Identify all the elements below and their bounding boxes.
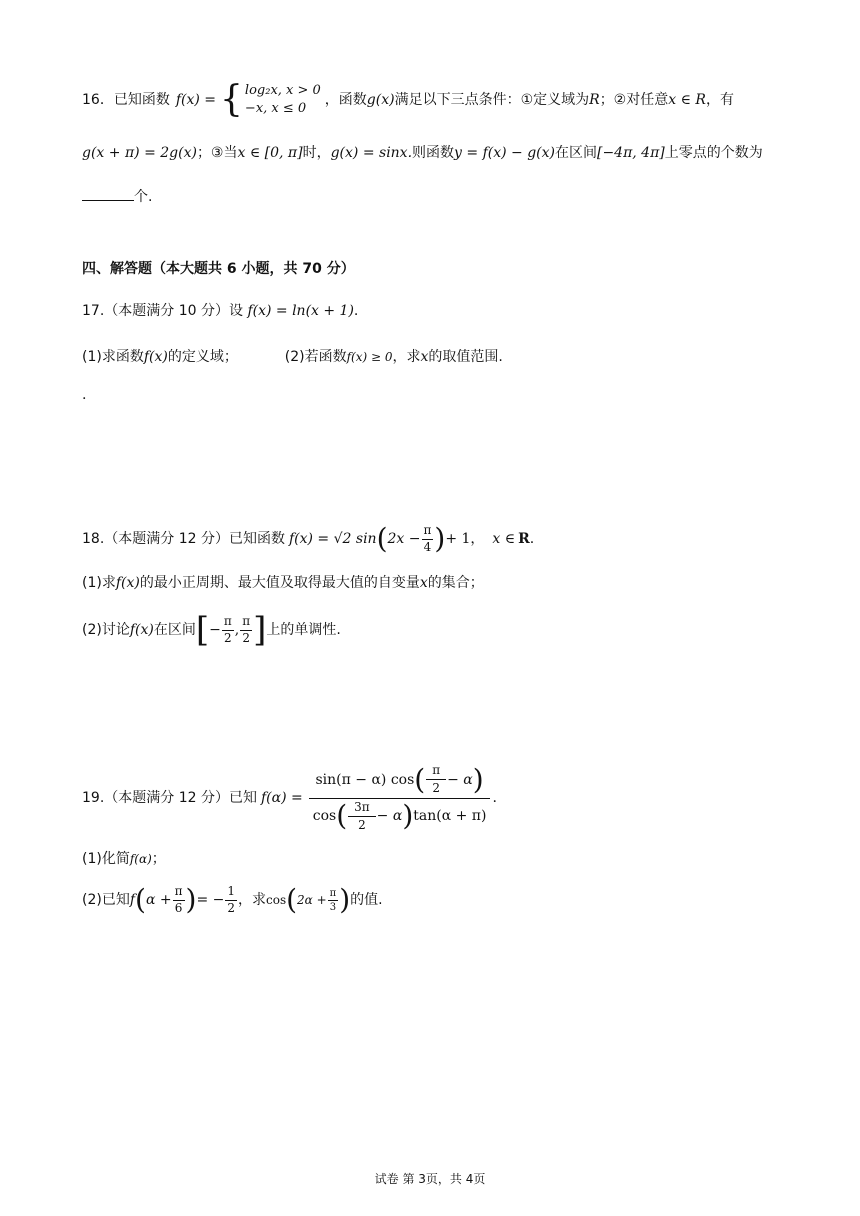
q19-dot: . [492, 790, 497, 806]
q16-case-2: −x, x ≤ 0 [244, 101, 307, 116]
paren-close: ) [472, 762, 484, 796]
q16-text: 上零点的个数为 [664, 145, 763, 161]
q16-text: 在区间 [554, 145, 597, 161]
frac-num: π [173, 885, 185, 900]
q19-part-1: ； [151, 851, 166, 867]
q16-eq-3: y = f(x) − g(x) [454, 145, 555, 161]
frac-num: π [222, 615, 234, 630]
section-heading: 四、解答题（本大题共 6 小题，共 70 分） [82, 261, 355, 277]
q18-part-1: (1)求 [82, 575, 116, 591]
page-footer: 试卷 第 3页，共 4页 [374, 1172, 486, 1186]
q16-text: ，有 [705, 92, 734, 108]
question-17-line-1 [82, 304, 358, 318]
q17-eq: f(x) = ln(x + 1) [247, 303, 354, 319]
q18-x: x [419, 575, 428, 591]
q18-part-2: 上的单调性. [266, 622, 341, 638]
q16-text: ；③当 [196, 145, 238, 161]
q17-x: x [420, 349, 429, 365]
frac-den: 4 [423, 539, 432, 554]
q17-dot: . [353, 303, 359, 319]
q16-piecewise [220, 79, 321, 120]
q19-num-text: sin(π − α) cos [315, 771, 415, 788]
q18-neg-pi-over-2 [222, 615, 234, 644]
q19-part-2: 的值. [350, 892, 383, 908]
q17-part-2: 的取值范围. [428, 349, 503, 365]
q16-interval: [−4π, 4π] [596, 145, 665, 161]
comma: , [234, 622, 240, 638]
question-16-line-2 [82, 146, 763, 160]
q16-text: ，函数 [324, 92, 367, 108]
question-19-part-2 [82, 878, 383, 922]
q19-part-2: ，求 [238, 892, 266, 908]
q19-3pi-over-2 [348, 801, 376, 832]
q16-text: 个. [134, 189, 153, 205]
q18-fx: f(x) [115, 575, 140, 591]
q19-part-2: (2)已知 [82, 892, 130, 908]
q19-cos: cos [266, 893, 287, 907]
q19-numerator [309, 764, 489, 798]
paren-close: ) [402, 799, 414, 833]
frac-den: 6 [174, 900, 183, 915]
q16-text: 满足以下三点条件：①定义域为 [394, 92, 590, 108]
paren-close: ) [434, 522, 446, 555]
q17-ineq: f(x) ≥ 0 [346, 350, 393, 364]
q18-x-in: x ∈ [492, 531, 516, 547]
brace-icon: { [220, 79, 243, 120]
q19-pi-over-3 [328, 888, 339, 913]
q17-fx: f(x) [143, 349, 168, 365]
q19-alpha-plus: α + [145, 892, 172, 908]
q17-part-2: (2)若函数 [284, 349, 347, 365]
question-18-part-1 [82, 576, 484, 590]
q19-pi-over-6 [173, 885, 185, 914]
q18-fx: f(x) [129, 622, 154, 638]
q19-f-alpha: f(α) = [260, 790, 303, 806]
q19-den-cos: cos [312, 808, 337, 825]
q18-dot: . [529, 531, 535, 547]
q16-r: R [589, 92, 600, 108]
answer-blank[interactable] [82, 188, 134, 201]
frac-den: 2 [227, 900, 235, 915]
q19-equals: = − [196, 892, 225, 908]
q18-pi-over-4 [422, 524, 434, 553]
q18-part-2: (2)讨论 [82, 622, 130, 638]
q19-f-alpha: f(α) [129, 852, 152, 866]
question-17-parts [82, 350, 503, 364]
q19-part-1: (1)化简 [82, 851, 130, 867]
frac-num: π [426, 764, 446, 780]
q19-den-inner: − α [376, 808, 403, 825]
question-18-line-1 [82, 518, 534, 560]
q16-text: ；②对任意 [599, 92, 669, 108]
q18-r: R [518, 531, 530, 547]
paren-close: ) [185, 883, 197, 916]
bracket-close: ] [253, 610, 267, 650]
q18-part-1: 的集合； [427, 575, 484, 591]
q16-text: 则函数 [412, 145, 455, 161]
frac-num: π [329, 887, 337, 899]
q16-f-def: f(x) = [175, 92, 217, 108]
paren-open: ( [336, 799, 348, 833]
q19-denominator [307, 799, 493, 832]
q16-case-1: log₂x, x > 0 [244, 83, 321, 99]
question-19-part-1 [82, 852, 166, 866]
q18-part-2: 在区间 [153, 622, 196, 638]
paren-open: ( [414, 762, 426, 796]
q16-eq-2: g(x) = sinx. [330, 145, 413, 161]
q17-head: 17.（本题满分 10 分）设 [82, 303, 243, 319]
q19-num-inner: − α [447, 771, 473, 788]
q16-condition: x ∈ [0, π] [237, 145, 303, 161]
question-16-line-1 [82, 80, 734, 120]
q18-minus: − [209, 622, 221, 638]
q18-plus-one: + 1， [445, 531, 485, 547]
frac-den: 3 [329, 901, 337, 913]
question-18-part-2 [82, 608, 341, 652]
frac-num: 3π [348, 801, 376, 817]
q17-part-1: 的定义域； [167, 349, 238, 365]
q18-part-1: 的最小正周期、最大值及取得最大值的自变量 [139, 575, 420, 591]
q19-pi-over-2 [426, 764, 446, 795]
frac-num: π [240, 615, 252, 630]
q17-part-2: ，求 [392, 349, 421, 365]
q18-pi-over-2 [240, 615, 252, 644]
frac-den: 2 [242, 630, 250, 645]
q18-head: 18.（本题满分 12 分）已知函数 [82, 531, 285, 547]
q16-x-in-r: x ∈ R [668, 92, 706, 108]
q18-inner: 2x − [387, 531, 421, 547]
frac-num: π [422, 524, 434, 539]
q19-one-half [225, 885, 237, 914]
q16-g: g(x) [366, 92, 395, 108]
frac-num: 1 [225, 885, 237, 900]
frac-den: 2 [223, 630, 232, 645]
paren-close: ) [339, 883, 351, 916]
paren-open: ( [135, 883, 146, 916]
q18-eq: f(x) = √2 sin [288, 531, 377, 547]
q19-f: f [129, 892, 136, 908]
q17-part-1: (1)求函数 [82, 349, 144, 365]
question-19-line-1 [82, 758, 497, 838]
bracket-open: [ [195, 610, 210, 650]
q19-two-alpha: 2α + [297, 893, 327, 907]
question-16-line-3 [82, 188, 152, 204]
frac-den: 2 [432, 781, 440, 796]
frac-den: 2 [358, 817, 366, 832]
stray-dot: . [82, 387, 87, 403]
paren-open: ( [286, 883, 298, 916]
paren-open: ( [376, 522, 388, 555]
q16-number: 16．已知函数 [82, 92, 170, 108]
q19-head: 19.（本题满分 12 分）已知 [82, 790, 257, 806]
q16-text: 时， [302, 145, 331, 161]
q16-eq-1: g(x + π) = 2g(x) [82, 145, 197, 161]
q19-big-fraction [307, 764, 493, 832]
q19-den-tan: tan(α + π) [413, 808, 487, 825]
